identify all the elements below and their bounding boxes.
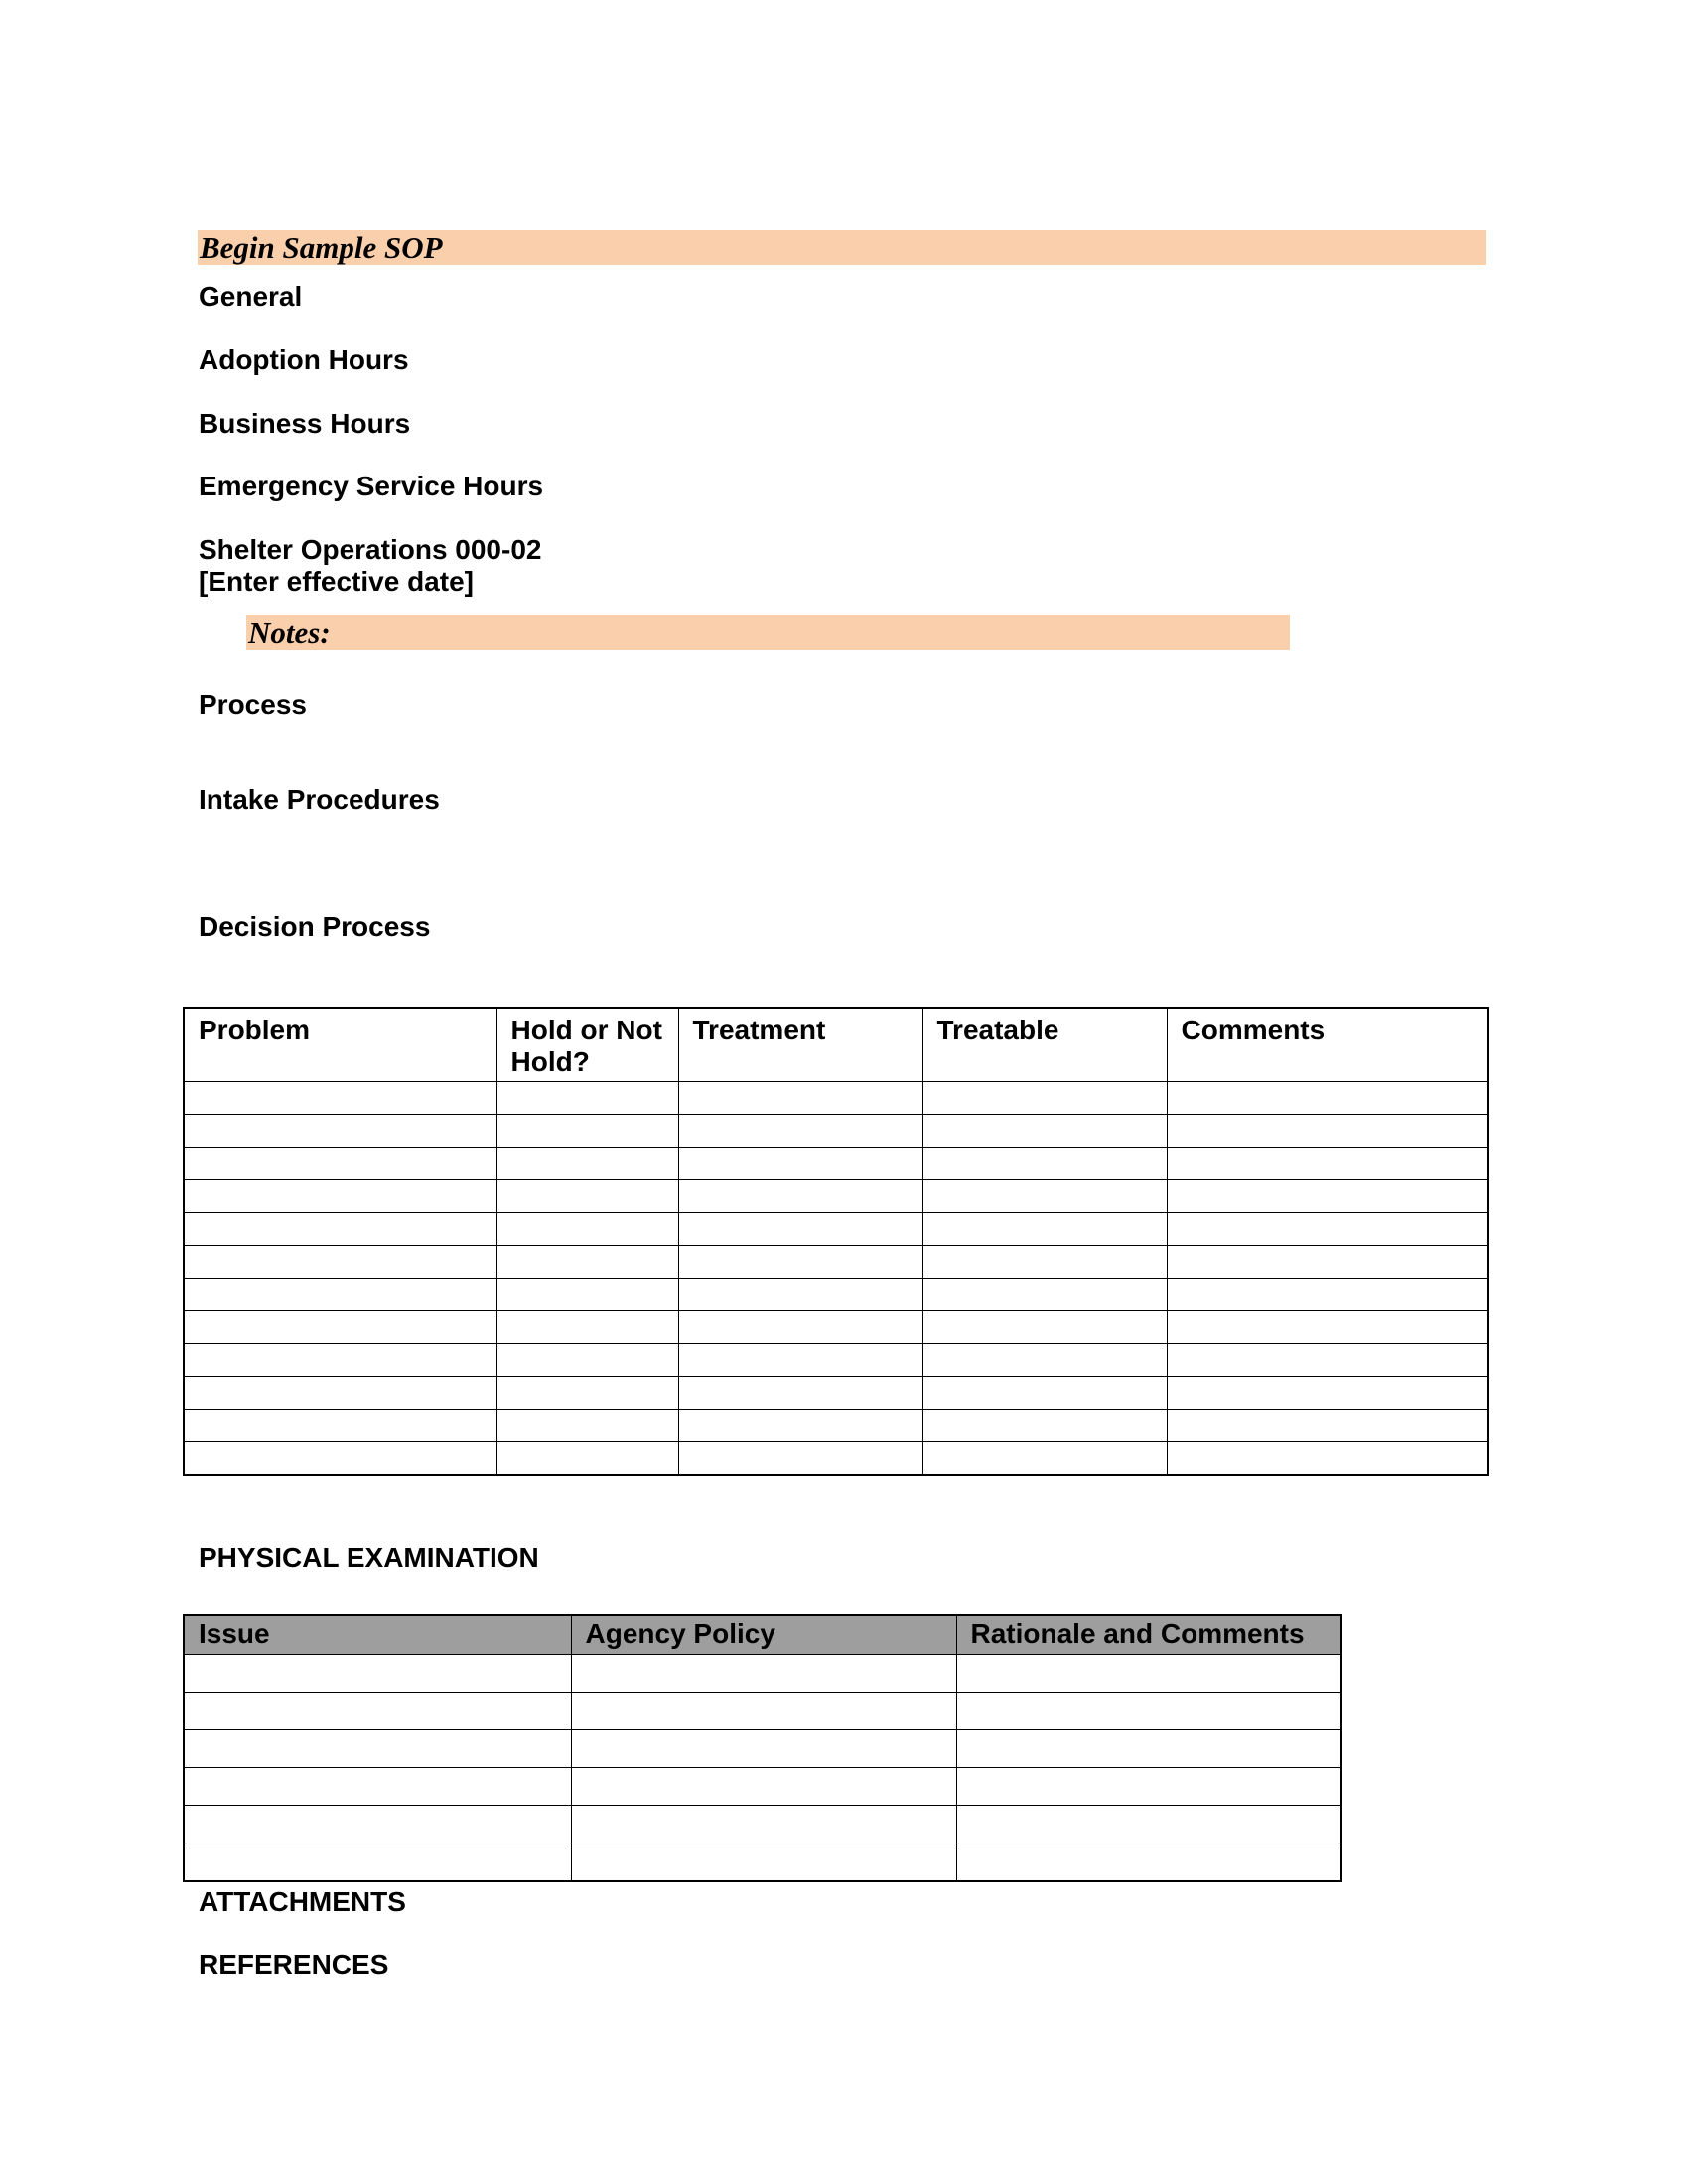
table-cell[interactable] <box>571 1729 956 1767</box>
table-cell[interactable] <box>922 1441 1167 1475</box>
table-row <box>184 1245 1488 1278</box>
table-cell[interactable] <box>184 1441 496 1475</box>
table-cell[interactable] <box>571 1843 956 1881</box>
heading-intake-procedures: Intake Procedures <box>199 784 440 815</box>
table-row <box>184 1441 1488 1475</box>
table-cell[interactable] <box>922 1147 1167 1179</box>
table-cell[interactable] <box>496 1245 678 1278</box>
table-cell[interactable] <box>184 1310 496 1343</box>
table-cell[interactable] <box>1167 1179 1488 1212</box>
table-row <box>184 1729 1341 1767</box>
table-cell[interactable] <box>678 1310 922 1343</box>
decision-table <box>183 1007 1489 1476</box>
table-cell[interactable] <box>184 1212 496 1245</box>
table-cell[interactable] <box>678 1343 922 1376</box>
col-hold-or-not-hold: Hold or Not Hold? <box>496 1008 678 1081</box>
physical-exam-table <box>183 1614 1342 1882</box>
table-cell[interactable] <box>678 1081 922 1114</box>
heading-business-hours: Business Hours <box>199 408 411 439</box>
table-row <box>184 1147 1488 1179</box>
table-cell[interactable] <box>184 1179 496 1212</box>
table-cell[interactable] <box>496 1376 678 1409</box>
col-comments: Comments <box>1167 1008 1488 1081</box>
table-cell[interactable] <box>184 1843 571 1881</box>
table-cell[interactable] <box>922 1081 1167 1114</box>
table-cell[interactable] <box>1167 1376 1488 1409</box>
col-treatment: Treatment <box>678 1008 922 1081</box>
table-cell[interactable] <box>1167 1441 1488 1475</box>
table-row <box>184 1843 1341 1881</box>
effective-date-placeholder: [Enter effective date] <box>199 566 474 597</box>
begin-sample-banner: Begin Sample SOP <box>198 230 1486 265</box>
col-issue: Issue <box>184 1615 571 1654</box>
heading-adoption-hours: Adoption Hours <box>199 344 409 375</box>
table-cell[interactable] <box>1167 1278 1488 1310</box>
table-cell[interactable] <box>922 1343 1167 1376</box>
table-cell[interactable] <box>496 1343 678 1376</box>
heading-references: REFERENCES <box>199 1949 389 1979</box>
heading-physical-examination: PHYSICAL EXAMINATION <box>199 1542 539 1572</box>
table-cell[interactable] <box>678 1147 922 1179</box>
table-cell[interactable] <box>1167 1409 1488 1441</box>
table-cell[interactable] <box>184 1081 496 1114</box>
table-cell[interactable] <box>922 1278 1167 1310</box>
table-cell[interactable] <box>496 1179 678 1212</box>
table-cell[interactable] <box>571 1805 956 1843</box>
col-agency-policy: Agency Policy <box>571 1615 956 1654</box>
table-cell[interactable] <box>678 1278 922 1310</box>
table-cell[interactable] <box>922 1310 1167 1343</box>
table-row <box>184 1278 1488 1310</box>
table-row <box>184 1767 1341 1805</box>
heading-emergency-hours: Emergency Service Hours <box>199 471 544 501</box>
table-cell[interactable] <box>571 1692 956 1729</box>
heading-decision-process: Decision Process <box>199 911 431 942</box>
table-cell[interactable] <box>678 1441 922 1475</box>
table-cell[interactable] <box>922 1114 1167 1147</box>
table-cell[interactable] <box>922 1245 1167 1278</box>
table-cell[interactable] <box>184 1654 571 1692</box>
heading-attachments: ATTACHMENTS <box>199 1886 406 1917</box>
table-cell[interactable] <box>184 1278 496 1310</box>
table-cell[interactable] <box>1167 1343 1488 1376</box>
table-cell[interactable] <box>956 1805 1341 1843</box>
table-cell[interactable] <box>678 1212 922 1245</box>
table-cell[interactable] <box>1167 1245 1488 1278</box>
col-problem: Problem <box>184 1008 496 1081</box>
table-cell[interactable] <box>184 1692 571 1729</box>
table-cell[interactable] <box>184 1114 496 1147</box>
table-cell[interactable] <box>1167 1081 1488 1114</box>
table-cell[interactable] <box>496 1147 678 1179</box>
table-cell[interactable] <box>496 1212 678 1245</box>
table-cell[interactable] <box>1167 1114 1488 1147</box>
table-cell[interactable] <box>922 1179 1167 1212</box>
table-row <box>184 1409 1488 1441</box>
table-row <box>184 1805 1341 1843</box>
table-cell[interactable] <box>678 1245 922 1278</box>
table-row <box>184 1343 1488 1376</box>
table-cell[interactable] <box>496 1114 678 1147</box>
table-cell[interactable] <box>956 1692 1341 1729</box>
heading-general: General <box>199 281 303 312</box>
table-cell[interactable] <box>956 1729 1341 1767</box>
table-row <box>184 1310 1488 1343</box>
table-cell[interactable] <box>678 1409 922 1441</box>
table-cell[interactable] <box>184 1767 571 1805</box>
table-row <box>184 1081 1488 1114</box>
table-cell[interactable] <box>496 1310 678 1343</box>
table-cell[interactable] <box>496 1409 678 1441</box>
table-cell[interactable] <box>678 1179 922 1212</box>
table-cell[interactable] <box>496 1441 678 1475</box>
table-cell[interactable] <box>1167 1147 1488 1179</box>
decision-table-header <box>184 1008 1488 1081</box>
table-cell[interactable] <box>922 1212 1167 1245</box>
heading-process: Process <box>199 689 307 720</box>
table-cell[interactable] <box>1167 1310 1488 1343</box>
table-row <box>184 1692 1341 1729</box>
table-cell[interactable] <box>956 1767 1341 1805</box>
table-cell[interactable] <box>956 1843 1341 1881</box>
notes-banner: Notes: <box>246 615 1290 650</box>
col-treatable: Treatable <box>922 1008 1167 1081</box>
table-row <box>184 1654 1341 1692</box>
table-cell[interactable] <box>922 1376 1167 1409</box>
table-cell[interactable] <box>956 1654 1341 1692</box>
exam-table-header <box>184 1615 1341 1654</box>
table-cell[interactable] <box>496 1081 678 1114</box>
table-cell[interactable] <box>184 1729 571 1767</box>
table-cell[interactable] <box>184 1376 496 1409</box>
table-cell[interactable] <box>1167 1212 1488 1245</box>
table-row <box>184 1114 1488 1147</box>
table-cell[interactable] <box>184 1147 496 1179</box>
table-row <box>184 1179 1488 1212</box>
table-cell[interactable] <box>496 1278 678 1310</box>
table-cell[interactable] <box>571 1654 956 1692</box>
table-cell[interactable] <box>184 1409 496 1441</box>
table-row <box>184 1212 1488 1245</box>
table-cell[interactable] <box>184 1805 571 1843</box>
table-cell[interactable] <box>184 1343 496 1376</box>
table-cell[interactable] <box>678 1376 922 1409</box>
table-row <box>184 1376 1488 1409</box>
table-cell[interactable] <box>678 1114 922 1147</box>
heading-shelter-operations: Shelter Operations 000-02 <box>199 534 542 565</box>
table-cell[interactable] <box>571 1767 956 1805</box>
col-rationale-comments: Rationale and Comments <box>956 1615 1341 1654</box>
table-cell[interactable] <box>922 1409 1167 1441</box>
table-cell[interactable] <box>184 1245 496 1278</box>
